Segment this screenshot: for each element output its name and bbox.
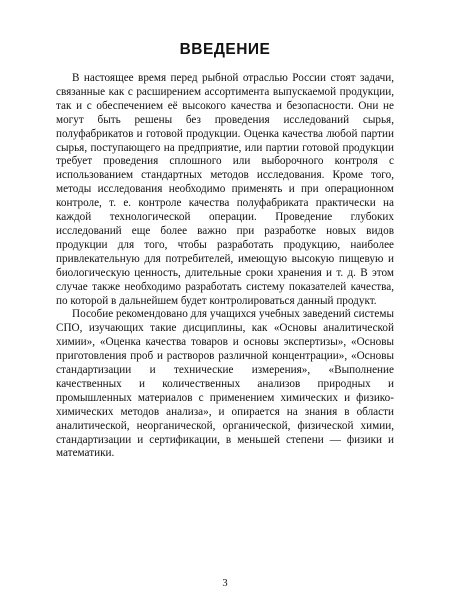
page-number: 3 (222, 578, 228, 589)
paragraph-2: Пособие рекомендовано для учащихся учебных заведений системы СПО, изучающих такие дисциплины, как «Основы аналитической химии», «Оценка качества товаров и основы экспертизы», «Основы приготовления проб и растворов различной концентрации», «Основы стандартизации и технические измерения», «Выполнение качественных и количественных анализов природных и промышленных материалов с применением химических и физико-химических методов анализа», и опирается на знания в области аналитической, неорганической, органической, физической химии, стандартизации и сертификации, в меньшей степени — физики и математики. (56, 308, 394, 460)
page-title: ВВЕДЕНИЕ (179, 41, 271, 58)
body-text (56, 72, 394, 461)
paragraph-1: В настоящее время перед рыбной отраслью России стоят задачи, связанные как с расширением ассортимента выпускаемой продукции, так и с обеспечением её высокого качества и безопасности. Они не могут быть решены без проведения исследований сырья, полуфабрикатов и готовой продукции. Оценка качества любой партии сырья, поступающего на предприятие, или партии готовой продукции требует проведения сплошного или выборочного контроля с использованием стандартных методов исследования. Кроме того, методы исследования необходимо применять и при операционном контроле, т. е. контроле качества полуфабриката практически на каждой технологической операции. Проведение глубоких исследований еще более важно при разработке новых видов продукции для того, чтобы разработать продукцию, наиболее привлекательную для потребителей, имеющую высокую пищевую и биологическую ценность, длительные сроки хранения и т. д. В этом случае также необходимо разработать систему показателей качества, по которой в дальнейшем будет контролироваться данный продукт. (56, 72, 394, 307)
